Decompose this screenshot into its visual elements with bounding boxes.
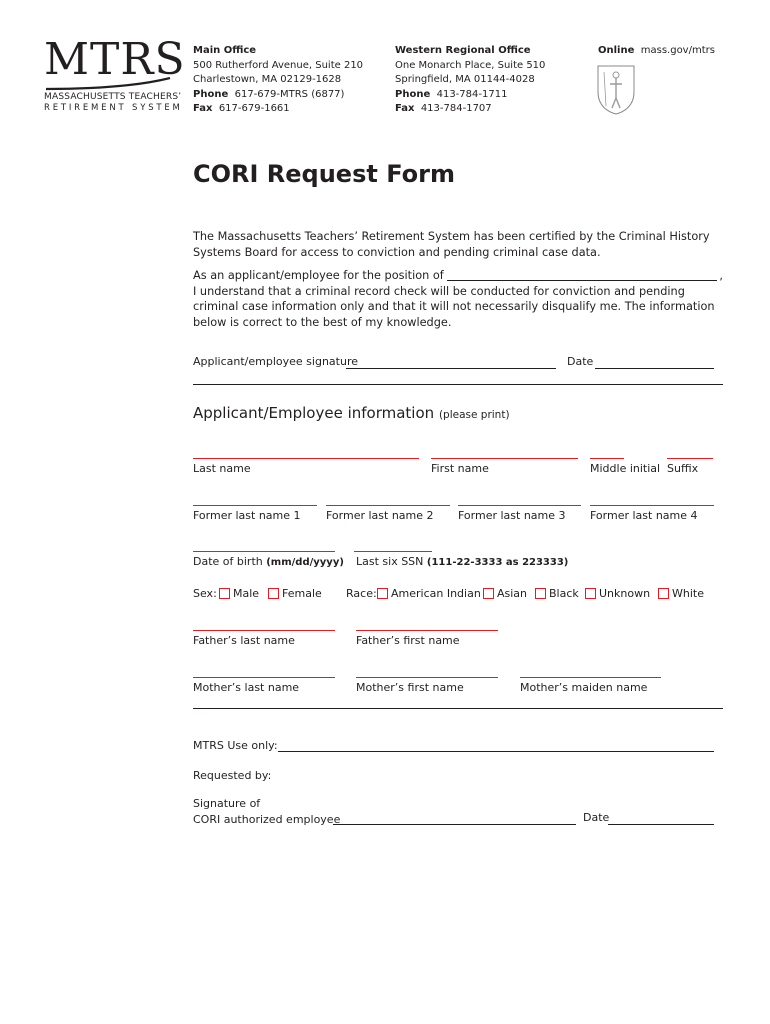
applicant-signature-field[interactable] [346,368,556,369]
logo-line1: MASSACHUSETTS TEACHERS’ [44,92,182,102]
state-seal-icon [594,62,638,116]
intro-paragraph: The Massachusetts Teachers’ Retirement System has been certified by the Criminal History Systems Board for access to conviction and pending criminal case data. [193,230,710,259]
info-section-heading [193,404,510,422]
western-office-phone-label: Phone [395,88,431,100]
sex-male-label: Male [233,587,260,600]
position-comma: , [719,269,723,282]
requested-by-label: Requested by: [193,769,272,782]
race-american-indian-checkbox[interactable] [377,588,388,599]
main-office-phone-label: Phone [193,88,229,100]
mothers-last-name-label: Mother’s last name [193,681,300,694]
fathers-first-name-field[interactable] [356,630,498,631]
divider-bottom [193,708,723,709]
ssn-label-text: Last six SSN [356,555,424,568]
mtrs-logo: MTRS [44,34,186,85]
fathers-first-name-label: Father’s first name [356,634,460,647]
former-last-name-3-label: Former last name 3 [458,509,566,522]
mothers-first-name-label: Mother’s first name [356,681,464,694]
race-asian-label: Asian [497,587,528,600]
main-office-street: 500 Rutherford Avenue, Suite 210 [193,59,364,71]
first-name-field[interactable] [431,458,578,459]
former-last-name-2-label: Former last name 2 [326,509,434,522]
mothers-maiden-name-field[interactable] [520,677,661,678]
last-name-label: Last name [193,462,251,475]
sex-female-checkbox[interactable] [268,588,279,599]
online-label: Online [598,45,635,56]
cori-date-label: Date [583,811,610,824]
race-white-checkbox[interactable] [658,588,669,599]
ssn-format: (111-22-3333 as 223333) [426,557,569,568]
mtrs-use-label: MTRS Use only: [193,739,278,752]
info-section-title: Applicant/Employee information [193,404,435,422]
western-office-heading: Western Regional Office [395,45,531,56]
fathers-last-name-field[interactable] [193,630,335,631]
logo-line2: RETIREMENT SYSTEM [44,103,183,113]
race-unknown-label: Unknown [599,587,651,600]
first-name-label: First name [431,462,489,475]
race-black-checkbox[interactable] [535,588,546,599]
western-office [395,44,545,117]
former-last-name-1-field[interactable] [193,505,317,506]
mothers-maiden-name-label: Mother’s maiden name [520,681,648,694]
sex-female-label: Female [282,587,322,600]
divider-top [193,384,723,385]
former-last-name-4-label: Former last name 4 [590,509,698,522]
last-name-field[interactable] [193,458,419,459]
race-label: Race: [346,587,377,600]
main-office-phone: 617-679-MTRS (6877) [234,88,345,100]
main-office-heading: Main Office [193,45,257,56]
position-field[interactable] [447,280,717,281]
middle-initial-label: Middle initial [590,462,661,475]
main-office-fax-label: Fax [193,103,213,114]
suffix-label: Suffix [667,462,699,475]
position-label: As an applicant/employee for the position of [193,269,444,282]
mothers-last-name-field[interactable] [193,677,335,678]
western-office-fax: 413-784-1707 [420,103,492,114]
applicant-date-field[interactable] [595,368,714,369]
cori-signature-label [193,796,340,827]
race-asian-checkbox[interactable] [483,588,494,599]
middle-initial-field[interactable] [590,458,624,459]
western-office-city: Springfield, MA 01144-4028 [395,74,535,85]
fathers-last-name-label: Father’s last name [193,634,295,647]
info-section-note: (please print) [438,409,510,421]
ssn-label [356,555,568,568]
dob-label-text: Date of birth [193,555,263,568]
ssn-field[interactable] [354,551,432,552]
sex-label: Sex: [193,587,217,600]
former-last-name-4-field[interactable] [590,505,714,506]
former-last-name-1-label: Former last name 1 [193,509,301,522]
race-unknown-checkbox[interactable] [585,588,596,599]
western-office-fax-label: Fax [395,103,415,114]
cori-date-field[interactable] [608,824,714,825]
applicant-date-label: Date [567,355,594,368]
main-office-fax: 617-679-1661 [218,103,290,114]
sex-male-checkbox[interactable] [219,588,230,599]
main-office [193,44,363,117]
race-black-label: Black [549,587,579,600]
dob-field[interactable] [193,551,335,552]
main-office-city: Charlestown, MA 02129-1628 [193,74,342,85]
applicant-statement-text: I understand that a criminal record check will be conducted for conviction and pending criminal case information only and that it will not necessarily disqualify me. The information below is correct to the best of my knowledge. [193,284,715,329]
online [598,44,715,59]
dob-label [193,555,344,568]
race-american-indian-label: American Indian [391,587,481,600]
page-title: CORI Request Form [193,160,455,188]
cori-signature-line2: CORI authorized employee [193,812,341,826]
dob-format: (mm/dd/yyyy) [266,557,344,568]
western-office-street: One Monarch Place, Suite 510 [395,59,546,71]
mtrs-use-field[interactable] [278,751,714,752]
applicant-signature-label: Applicant/employee signature [193,355,358,368]
western-office-phone: 413-784-1711 [436,88,508,100]
race-white-label: White [672,587,704,600]
applicant-statement [193,268,723,330]
cori-signature-line1: Signature of [193,797,261,810]
cori-signature-field[interactable] [333,824,576,825]
suffix-field[interactable] [667,458,713,459]
online-url: mass.gov/mtrs [640,45,715,56]
former-last-name-3-field[interactable] [458,505,581,506]
former-last-name-2-field[interactable] [326,505,450,506]
mothers-first-name-field[interactable] [356,677,498,678]
